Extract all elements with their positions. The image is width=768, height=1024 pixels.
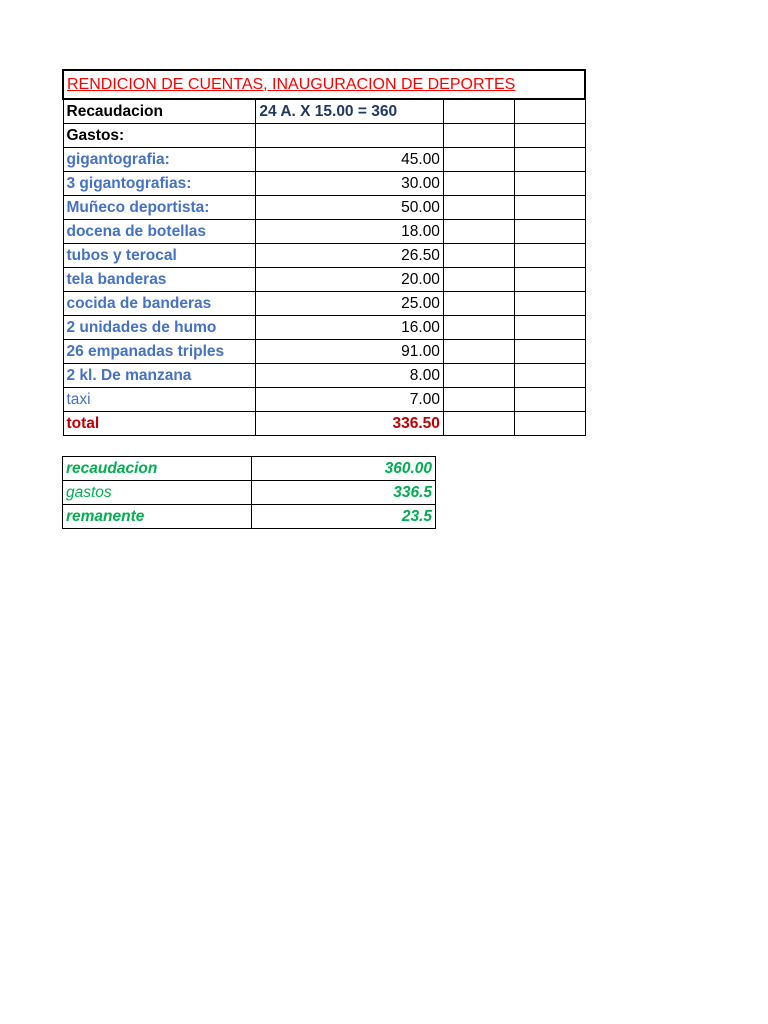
expense-row: [63, 388, 585, 412]
recaudacion-row: [63, 99, 585, 124]
expense-row: [63, 268, 585, 292]
empty-cell[interactable]: [515, 316, 585, 340]
summary-label[interactable]: remanente: [63, 505, 252, 529]
empty-cell[interactable]: [515, 148, 585, 172]
gastos-label[interactable]: Gastos:: [63, 124, 256, 148]
expense-label[interactable]: Muñeco deportista:: [63, 196, 256, 220]
empty-cell[interactable]: [515, 172, 585, 196]
total-row: [63, 412, 585, 436]
expense-label[interactable]: gigantografia:: [63, 148, 256, 172]
expense-row: [63, 316, 585, 340]
expense-row: [63, 292, 585, 316]
expense-label[interactable]: cocida de banderas: [63, 292, 256, 316]
empty-cell[interactable]: [515, 220, 585, 244]
expense-amount[interactable]: 25.00: [256, 292, 444, 316]
summary-row: [63, 505, 436, 529]
expense-amount[interactable]: 26.50: [256, 244, 444, 268]
expense-row: [63, 244, 585, 268]
empty-cell[interactable]: [515, 340, 585, 364]
expense-amount[interactable]: 16.00: [256, 316, 444, 340]
recaudacion-label[interactable]: Recaudacion: [63, 99, 256, 124]
total-label[interactable]: total: [63, 412, 256, 436]
empty-cell[interactable]: [443, 340, 514, 364]
empty-cell[interactable]: [443, 244, 514, 268]
expense-amount[interactable]: 30.00: [256, 172, 444, 196]
empty-cell[interactable]: [515, 124, 585, 148]
expense-label[interactable]: 26 empanadas triples: [63, 340, 256, 364]
expense-amount[interactable]: 50.00: [256, 196, 444, 220]
empty-cell[interactable]: [256, 124, 444, 148]
summary-label[interactable]: gastos: [63, 481, 252, 505]
empty-cell[interactable]: [443, 124, 514, 148]
summary-row: [63, 481, 436, 505]
empty-cell[interactable]: [443, 412, 514, 436]
empty-cell[interactable]: [515, 196, 585, 220]
empty-cell[interactable]: [443, 268, 514, 292]
expense-row: [63, 196, 585, 220]
expense-amount[interactable]: 45.00: [256, 148, 444, 172]
empty-cell[interactable]: [515, 292, 585, 316]
expense-label[interactable]: taxi: [63, 388, 256, 412]
title-row: [63, 70, 585, 99]
summary-value[interactable]: 336.5: [252, 481, 436, 505]
gastos-header-row: [63, 124, 585, 148]
recaudacion-value[interactable]: 24 A. X 15.00 = 360: [256, 99, 444, 124]
empty-cell[interactable]: [443, 316, 514, 340]
expense-label[interactable]: tubos y terocal: [63, 244, 256, 268]
empty-cell[interactable]: [443, 172, 514, 196]
summary-label[interactable]: recaudacion: [63, 457, 252, 481]
expense-label[interactable]: docena de botellas: [63, 220, 256, 244]
expense-amount[interactable]: 8.00: [256, 364, 444, 388]
empty-cell[interactable]: [443, 364, 514, 388]
empty-cell[interactable]: [443, 148, 514, 172]
expense-label[interactable]: 2 unidades de humo: [63, 316, 256, 340]
expense-amount[interactable]: 91.00: [256, 340, 444, 364]
expense-label[interactable]: tela banderas: [63, 268, 256, 292]
empty-cell[interactable]: [443, 196, 514, 220]
expense-amount[interactable]: 20.00: [256, 268, 444, 292]
expense-row: [63, 220, 585, 244]
expense-label[interactable]: 2 kl. De manzana: [63, 364, 256, 388]
expense-amount[interactable]: 7.00: [256, 388, 444, 412]
summary-table: [62, 456, 436, 529]
expense-row: [63, 340, 585, 364]
expense-amount[interactable]: 18.00: [256, 220, 444, 244]
expense-label[interactable]: 3 gigantografias:: [63, 172, 256, 196]
empty-cell[interactable]: [515, 268, 585, 292]
empty-cell[interactable]: [515, 388, 585, 412]
expense-row: [63, 148, 585, 172]
summary-value[interactable]: 23.5: [252, 505, 436, 529]
empty-cell[interactable]: [515, 412, 585, 436]
expense-row: [63, 364, 585, 388]
expense-row: [63, 172, 585, 196]
summary-value[interactable]: 360.00: [252, 457, 436, 481]
empty-cell[interactable]: [515, 364, 585, 388]
empty-cell[interactable]: [443, 388, 514, 412]
empty-cell[interactable]: [443, 220, 514, 244]
summary-row: [63, 457, 436, 481]
empty-cell[interactable]: [515, 99, 585, 124]
empty-cell[interactable]: [443, 99, 514, 124]
total-amount[interactable]: 336.50: [256, 412, 444, 436]
accounts-table: [62, 69, 586, 436]
report-title[interactable]: RENDICION DE CUENTAS, INAUGURACION DE DEPORTES: [63, 70, 585, 99]
empty-cell[interactable]: [515, 244, 585, 268]
empty-cell[interactable]: [443, 292, 514, 316]
